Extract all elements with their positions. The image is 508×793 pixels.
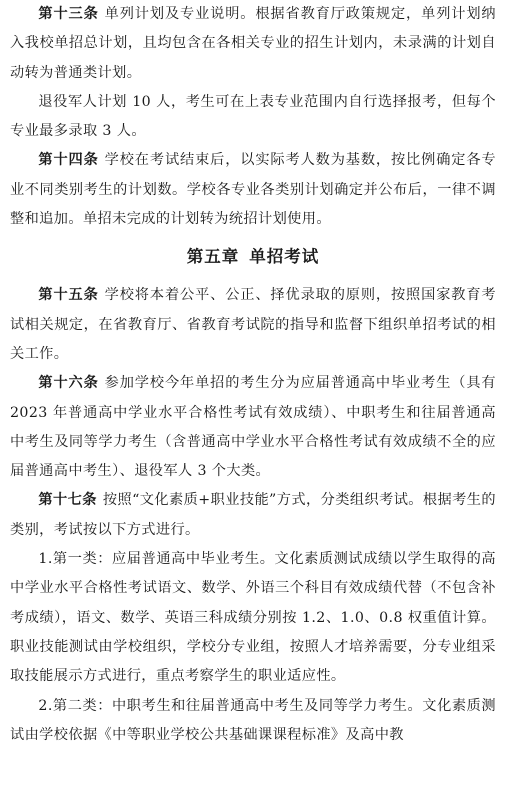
veteran-plan-paragraph <box>10 88 496 147</box>
paragraph-text: 参加学校今年单招的考生分为应届普通高中毕业考生（具有 2023 年普通高中学业水平合格性考试有效成绩）、中职考生和往届普通高中考生及同等学力考生（含普通高中学业水平合格性考试有效成绩不全的应届普通高中考生）、退役军人 3 个大类。 <box>10 375 496 480</box>
paragraph-text: 按照“文化素质+职业技能”方式，分类组织考试。根据考生的类别，考试按以下方式进行。 <box>10 492 496 538</box>
article-number: 第十六条 <box>38 375 99 392</box>
article-number: 第十七条 <box>38 492 97 509</box>
paragraph-text: 单列计划及专业说明。根据省教育厅政策规定，单列计划纳入我校单招总计划，且均包含在各相关专业的招生计划内，未录满的计划自动转为普通类计划。 <box>10 6 496 81</box>
article-number: 第十三条 <box>38 6 99 22</box>
paragraph-text: 2.第二类：中职考生和往届普通高中考生及同等学力考生。文化素质测试由学校依据《中等职业学校公共基础课课程标准》及高中教 <box>10 697 496 743</box>
paragraph-text: 学校在考试结束后，以实际考人数为基数，按比例确定各专业不同类别考生的计划数。学校各专业各类别计划确定并公布后，一律不调整和追加。单招未完成的计划转为统招计划使用。 <box>10 152 496 228</box>
category-2-paragraph <box>10 692 496 751</box>
article-16-paragraph <box>10 369 496 486</box>
category-1-paragraph <box>10 545 496 691</box>
article-number: 第十五条 <box>38 287 99 304</box>
chapter-heading <box>10 242 496 272</box>
chapter-number: 第五章 <box>186 247 240 267</box>
paragraph-text: 学校将本着公平、公正、择优录取的原则，按照国家教育考试相关规定，在省教育厅、省教育考试院的指导和监督下组织单招考试的相关工作。 <box>10 287 496 362</box>
document-page <box>10 0 496 750</box>
article-13-paragraph <box>10 0 496 88</box>
article-number: 第十四条 <box>38 152 99 169</box>
article-17-paragraph <box>10 486 496 545</box>
paragraph-text: 1.第一类：应届普通高中毕业考生。文化素质测试成绩以学生取得的高中学业水平合格性考试语文、数学、外语三个科目有效成绩代替（不包含补考成绩），语文、数学、英语三科成绩分别按 1.2、1.0、0.8 权重值计算。职业技能测试由学校组织，学校分专业组，按照人才培养需要，分专业组采取技能展示方式进行，重点考察学生的职业适应性。 <box>10 551 496 685</box>
article-15-paragraph <box>10 281 496 369</box>
chapter-title: 单招考试 <box>249 247 320 267</box>
article-14-paragraph <box>10 146 496 234</box>
paragraph-text: 退役军人计划 10 人，考生可在上表专业范围内自行选择报考，但每个专业最多录取 3 人。 <box>10 93 496 140</box>
